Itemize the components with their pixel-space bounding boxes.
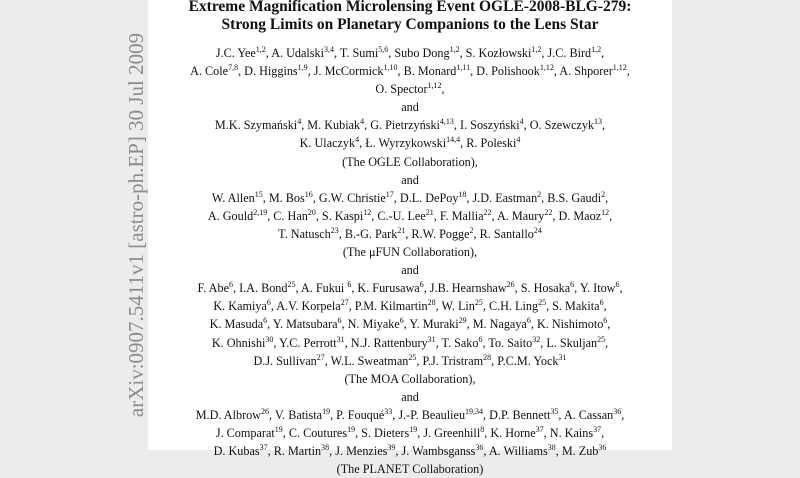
affiliation-superscript: 33 — [384, 406, 393, 416]
affiliation-superscript: 1,12 — [612, 63, 627, 73]
affiliation-superscript: 15 — [254, 189, 263, 199]
affiliation-superscript: 1,2 — [591, 45, 602, 54]
author-name: , K. Furusawa — [351, 281, 420, 296]
author-name: , Y.C. Perrott — [273, 335, 337, 350]
affiliation-superscript: 27 — [340, 298, 349, 308]
author-name: , A.V. Korpela — [270, 299, 341, 314]
affiliation-superscript: 36 — [613, 406, 622, 416]
author-name: , S. Kaspi — [315, 208, 364, 223]
author-name: , C.H. Ling — [482, 299, 539, 314]
author-line — [148, 460, 672, 478]
author-name: , D. Higgins — [238, 64, 298, 79]
affiliation-superscript: 29 — [458, 316, 467, 326]
author-name: , B. Monard — [397, 64, 457, 79]
affiliation-superscript: 25 — [408, 352, 417, 362]
affiliation-superscript: 8 — [480, 424, 485, 434]
affiliation-superscript: 21 — [425, 207, 434, 217]
author-name: , W.L. Sweatman — [324, 353, 409, 368]
affiliation-superscript: 6 — [526, 316, 531, 326]
affiliation-superscript: 1,2 — [531, 45, 542, 54]
affiliation-superscript: 37 — [593, 424, 602, 434]
author-name: (The PLANET Collaboration) — [336, 462, 484, 477]
author-name: , I.A. Bond — [232, 281, 288, 296]
author-name: , G.W. Christie — [312, 190, 386, 205]
affiliation-superscript: 31 — [336, 334, 345, 344]
author-list — [148, 44, 672, 478]
author-name: (The MOA Collaboration), — [344, 371, 476, 386]
affiliation-superscript: 6 — [599, 298, 604, 308]
author-name: , — [601, 46, 605, 60]
affiliation-superscript: 4,13 — [439, 117, 454, 127]
author-name: , To. Saito — [482, 335, 533, 350]
author-name: , D. Maoz — [552, 208, 602, 223]
author-name: A. Cole — [190, 64, 229, 79]
affiliation-superscript: 6 — [603, 316, 608, 326]
affiliation-superscript: 31 — [427, 334, 436, 344]
author-name: , Y. Matsubara — [267, 317, 338, 332]
author-name: , W. Lin — [435, 299, 475, 314]
author-name: K. Masuda — [209, 317, 264, 332]
affiliation-superscript: 20 — [307, 207, 316, 217]
author-name: J.C. Yee — [215, 46, 256, 60]
author-name: , D.P. Bennett — [483, 407, 551, 422]
affiliation-superscript: 1,11 — [456, 63, 471, 73]
affiliation-superscript: 1,10 — [383, 63, 398, 73]
affiliation-superscript: 25 — [538, 298, 547, 308]
affiliation-superscript: 2 — [469, 225, 474, 235]
affiliation-superscript: 25 — [287, 280, 296, 290]
author-name: , — [609, 208, 613, 223]
affiliation-superscript: 38 — [321, 443, 330, 453]
author-name: , S. Makita — [546, 299, 600, 314]
author-name: , D.L. DePoy — [393, 190, 459, 205]
affiliation-superscript: 6 — [419, 280, 424, 290]
author-name: , Subo Dong — [388, 46, 450, 60]
author-name: (The OGLE Collaboration), — [342, 154, 478, 169]
author-line — [148, 171, 672, 189]
author-name: , J.C. Bird — [541, 46, 592, 60]
author-name: , A. Williams — [483, 444, 548, 459]
author-name: , P. Fouqué — [330, 407, 385, 422]
author-name: D.J. Sullivan — [253, 353, 317, 368]
author-name: J. Comparat — [215, 425, 275, 440]
affiliation-superscript: 26 — [506, 280, 515, 290]
author-name: , T. Sumi — [334, 46, 379, 60]
author-name: , T. Sako — [435, 335, 479, 350]
author-line — [148, 406, 672, 424]
affiliation-superscript: 28 — [483, 352, 492, 362]
author-line — [148, 388, 672, 406]
affiliation-superscript: 24 — [533, 225, 542, 235]
affiliation-superscript: 36 — [598, 443, 607, 453]
author-name: , M. Kubiak — [301, 118, 361, 133]
author-line — [148, 62, 672, 80]
affiliation-superscript: 6 — [570, 280, 575, 290]
affiliation-superscript: 26 — [261, 406, 270, 416]
affiliation-superscript: 19 — [409, 424, 418, 434]
author-line — [148, 189, 672, 207]
paper-title-line-1: Extreme Magnification Microlensing Event OGLE-2008-BLG-279: — [188, 0, 632, 15]
author-line — [148, 207, 672, 225]
author-name: , P.M. Kilmartin — [348, 299, 428, 314]
author-line — [148, 98, 672, 116]
affiliation-superscript: 25 — [597, 334, 606, 344]
author-name: , — [602, 118, 606, 133]
affiliation-superscript: 28 — [427, 298, 436, 308]
affiliation-superscript: 6 — [337, 316, 342, 326]
affiliation-superscript: 35 — [550, 406, 559, 416]
author-name: F. Abe — [197, 281, 229, 296]
author-line — [148, 80, 672, 98]
author-name: , M. Nagaya — [466, 317, 527, 332]
author-line — [148, 370, 672, 388]
author-name: , — [441, 82, 445, 97]
affiliation-superscript: 22 — [544, 207, 553, 217]
affiliation-superscript: 19 — [322, 406, 331, 416]
author-line — [148, 153, 672, 171]
affiliation-superscript: 1,9 — [297, 63, 308, 73]
affiliation-superscript: 27 — [316, 352, 325, 362]
author-name: , I. Soszyński — [453, 118, 520, 133]
author-name: , M. Bos — [262, 190, 305, 205]
author-line — [148, 424, 672, 442]
author-name: , P.J. Tristram — [416, 353, 484, 368]
author-name: A. Gould — [207, 208, 254, 223]
author-name: , — [619, 281, 623, 296]
affiliation-superscript: 2,19 — [253, 207, 268, 217]
author-name: and — [401, 172, 419, 187]
author-name: and — [401, 389, 419, 404]
author-name: , B.S. Gaudi — [541, 190, 602, 205]
affiliation-superscript: 5,6 — [378, 45, 389, 54]
paper-title-line-2: Strong Limits on Planetary Companions to the Lens Star — [221, 16, 599, 33]
author-line — [148, 243, 672, 261]
affiliation-superscript: 1,12 — [539, 63, 554, 73]
author-name: , J. Greenhill — [417, 425, 481, 440]
affiliation-superscript: 32 — [532, 334, 541, 344]
author-name: , C. Han — [267, 208, 308, 223]
author-name: , J.B. Hearnshaw — [423, 281, 507, 296]
affiliation-superscript: 21 — [397, 225, 406, 235]
affiliation-superscript: 6 — [478, 334, 483, 344]
affiliation-superscript: 6 — [615, 280, 620, 290]
author-name: , O. Szewczyk — [523, 118, 595, 133]
author-line — [148, 279, 672, 297]
author-name: , G. Pietrzyński — [364, 118, 440, 133]
author-name: , K. Nishimoto — [530, 317, 604, 332]
author-line — [148, 225, 672, 243]
author-name: , J. Menzies — [329, 444, 388, 459]
affiliation-superscript: 1,12 — [427, 81, 442, 91]
author-name: , — [621, 407, 625, 422]
affiliation-superscript: 22 — [483, 207, 492, 217]
affiliation-superscript: 4 — [519, 117, 524, 127]
affiliation-superscript: 6 — [228, 280, 233, 290]
affiliation-superscript: 6 — [399, 316, 404, 326]
author-name: and — [401, 100, 419, 115]
author-name: , K. Horne — [484, 425, 536, 440]
author-line — [148, 315, 672, 333]
affiliation-superscript: 37 — [535, 424, 544, 434]
affiliation-superscript: 12 — [363, 207, 372, 217]
author-name: , C.-U. Lee — [371, 208, 426, 223]
author-name: , J.D. Eastman — [466, 190, 538, 205]
author-name: , S. Hosaka — [514, 281, 571, 296]
author-line — [148, 261, 672, 279]
affiliation-superscript: 30 — [265, 334, 274, 344]
author-line — [148, 442, 672, 460]
affiliation-superscript: 25 — [474, 298, 483, 308]
affiliation-superscript: 3,4 — [324, 45, 335, 54]
affiliation-superscript: 17 — [385, 189, 394, 199]
affiliation-superscript: 1,2 — [255, 45, 266, 54]
author-name: , V. Batista — [269, 407, 323, 422]
author-name: K. Kamiya — [213, 299, 267, 314]
affiliation-superscript: 19 — [347, 424, 356, 434]
affiliation-superscript: 6 — [263, 316, 268, 326]
author-name: , — [603, 299, 607, 314]
affiliation-superscript: 13 — [594, 117, 603, 127]
affiliation-superscript: 18 — [458, 189, 467, 199]
author-name: , N. Miyake — [341, 317, 400, 332]
affiliation-superscript: 12 — [601, 207, 610, 217]
author-name: , A. Udalski — [265, 46, 325, 60]
affiliation-superscript: 23 — [330, 225, 339, 235]
author-line — [148, 334, 672, 352]
author-name: , J.-P. Beaulieu — [392, 407, 466, 422]
author-name: , N. Kains — [543, 425, 594, 440]
author-name: , — [605, 190, 609, 205]
affiliation-superscript: 2 — [537, 189, 542, 199]
affiliation-superscript: 1,2 — [449, 45, 460, 54]
affiliation-superscript: 31 — [558, 352, 567, 362]
author-line — [148, 134, 672, 152]
author-name: K. Ulaczyk — [299, 136, 356, 151]
author-name: , F. Mallia — [433, 208, 484, 223]
author-name: T. Natusch — [278, 226, 331, 241]
affiliation-superscript: 39 — [387, 443, 396, 453]
author-name: , — [607, 317, 611, 332]
author-name: , J. Wambsganss — [395, 444, 476, 459]
arxiv-sidebar-stamp: arXiv:0907.5411v1 [astro-ph.EP] 30 Jul 2009 — [124, 32, 148, 418]
author-name: , Ł. Wyrzykowski — [359, 136, 447, 151]
author-name: M.D. Albrow — [195, 407, 262, 422]
author-name: (The μFUN Collaboration), — [342, 245, 478, 260]
author-name: , R. Martin — [267, 444, 322, 459]
author-name: , — [626, 64, 630, 79]
author-line — [148, 297, 672, 315]
author-line — [148, 352, 672, 370]
author-name: , Y. Muraki — [403, 317, 459, 332]
author-name: M.K. Szymański — [214, 118, 298, 133]
author-name: D. Kubas — [213, 444, 260, 459]
author-name: , P.C.M. Yock — [491, 353, 559, 368]
author-line — [148, 116, 672, 134]
affiliation-superscript: 16 — [304, 189, 313, 199]
author-name: , R.W. Pogge — [405, 226, 470, 241]
author-name: , J. McCormick — [307, 64, 384, 79]
author-name: , A. Shporer — [553, 64, 613, 79]
affiliation-superscript: 2 — [601, 189, 606, 199]
author-name: W. Allen — [211, 190, 255, 205]
affiliation-superscript: 4 — [355, 135, 360, 145]
author-name: O. Spector — [375, 82, 428, 97]
author-name: , L. Skuljan — [540, 335, 598, 350]
author-name: , A. Cassan — [558, 407, 614, 422]
affiliation-superscript: 6 — [266, 298, 271, 308]
author-name: , — [605, 335, 609, 350]
author-name: , A. Fukui — [295, 281, 348, 296]
author-name: , R. Santallo — [473, 226, 534, 241]
author-name: , S. Dieters — [355, 425, 410, 440]
author-name: , S. Kozłowski — [459, 46, 532, 60]
affiliation-superscript: 4 — [516, 135, 521, 145]
author-line — [148, 44, 672, 62]
author-name: and — [401, 263, 419, 278]
author-name: , N.J. Rattenbury — [344, 335, 428, 350]
affiliation-superscript: 19,34 — [465, 406, 484, 416]
affiliation-superscript: 19 — [274, 424, 283, 434]
author-name: , A. Maury — [491, 208, 545, 223]
author-name: , C. Coutures — [282, 425, 348, 440]
author-name: K. Ohnishi — [211, 335, 266, 350]
affiliation-superscript: 6 — [347, 280, 352, 290]
author-name: , — [601, 425, 605, 440]
author-name: , R. Poleski — [460, 136, 517, 151]
affiliation-superscript: 14,4 — [446, 135, 461, 145]
affiliation-superscript: 38 — [547, 443, 556, 453]
author-name: , B.-G. Park — [338, 226, 398, 241]
author-name: , Y. Itow — [574, 281, 616, 296]
author-name: , M. Zub — [555, 444, 599, 459]
affiliation-superscript: 4 — [360, 117, 365, 127]
affiliation-superscript: 4 — [297, 117, 302, 127]
author-name: , D. Polishook — [470, 64, 540, 79]
affiliation-superscript: 37 — [259, 443, 268, 453]
affiliation-superscript: 36 — [475, 443, 484, 453]
affiliation-superscript: 7,8 — [228, 63, 239, 73]
